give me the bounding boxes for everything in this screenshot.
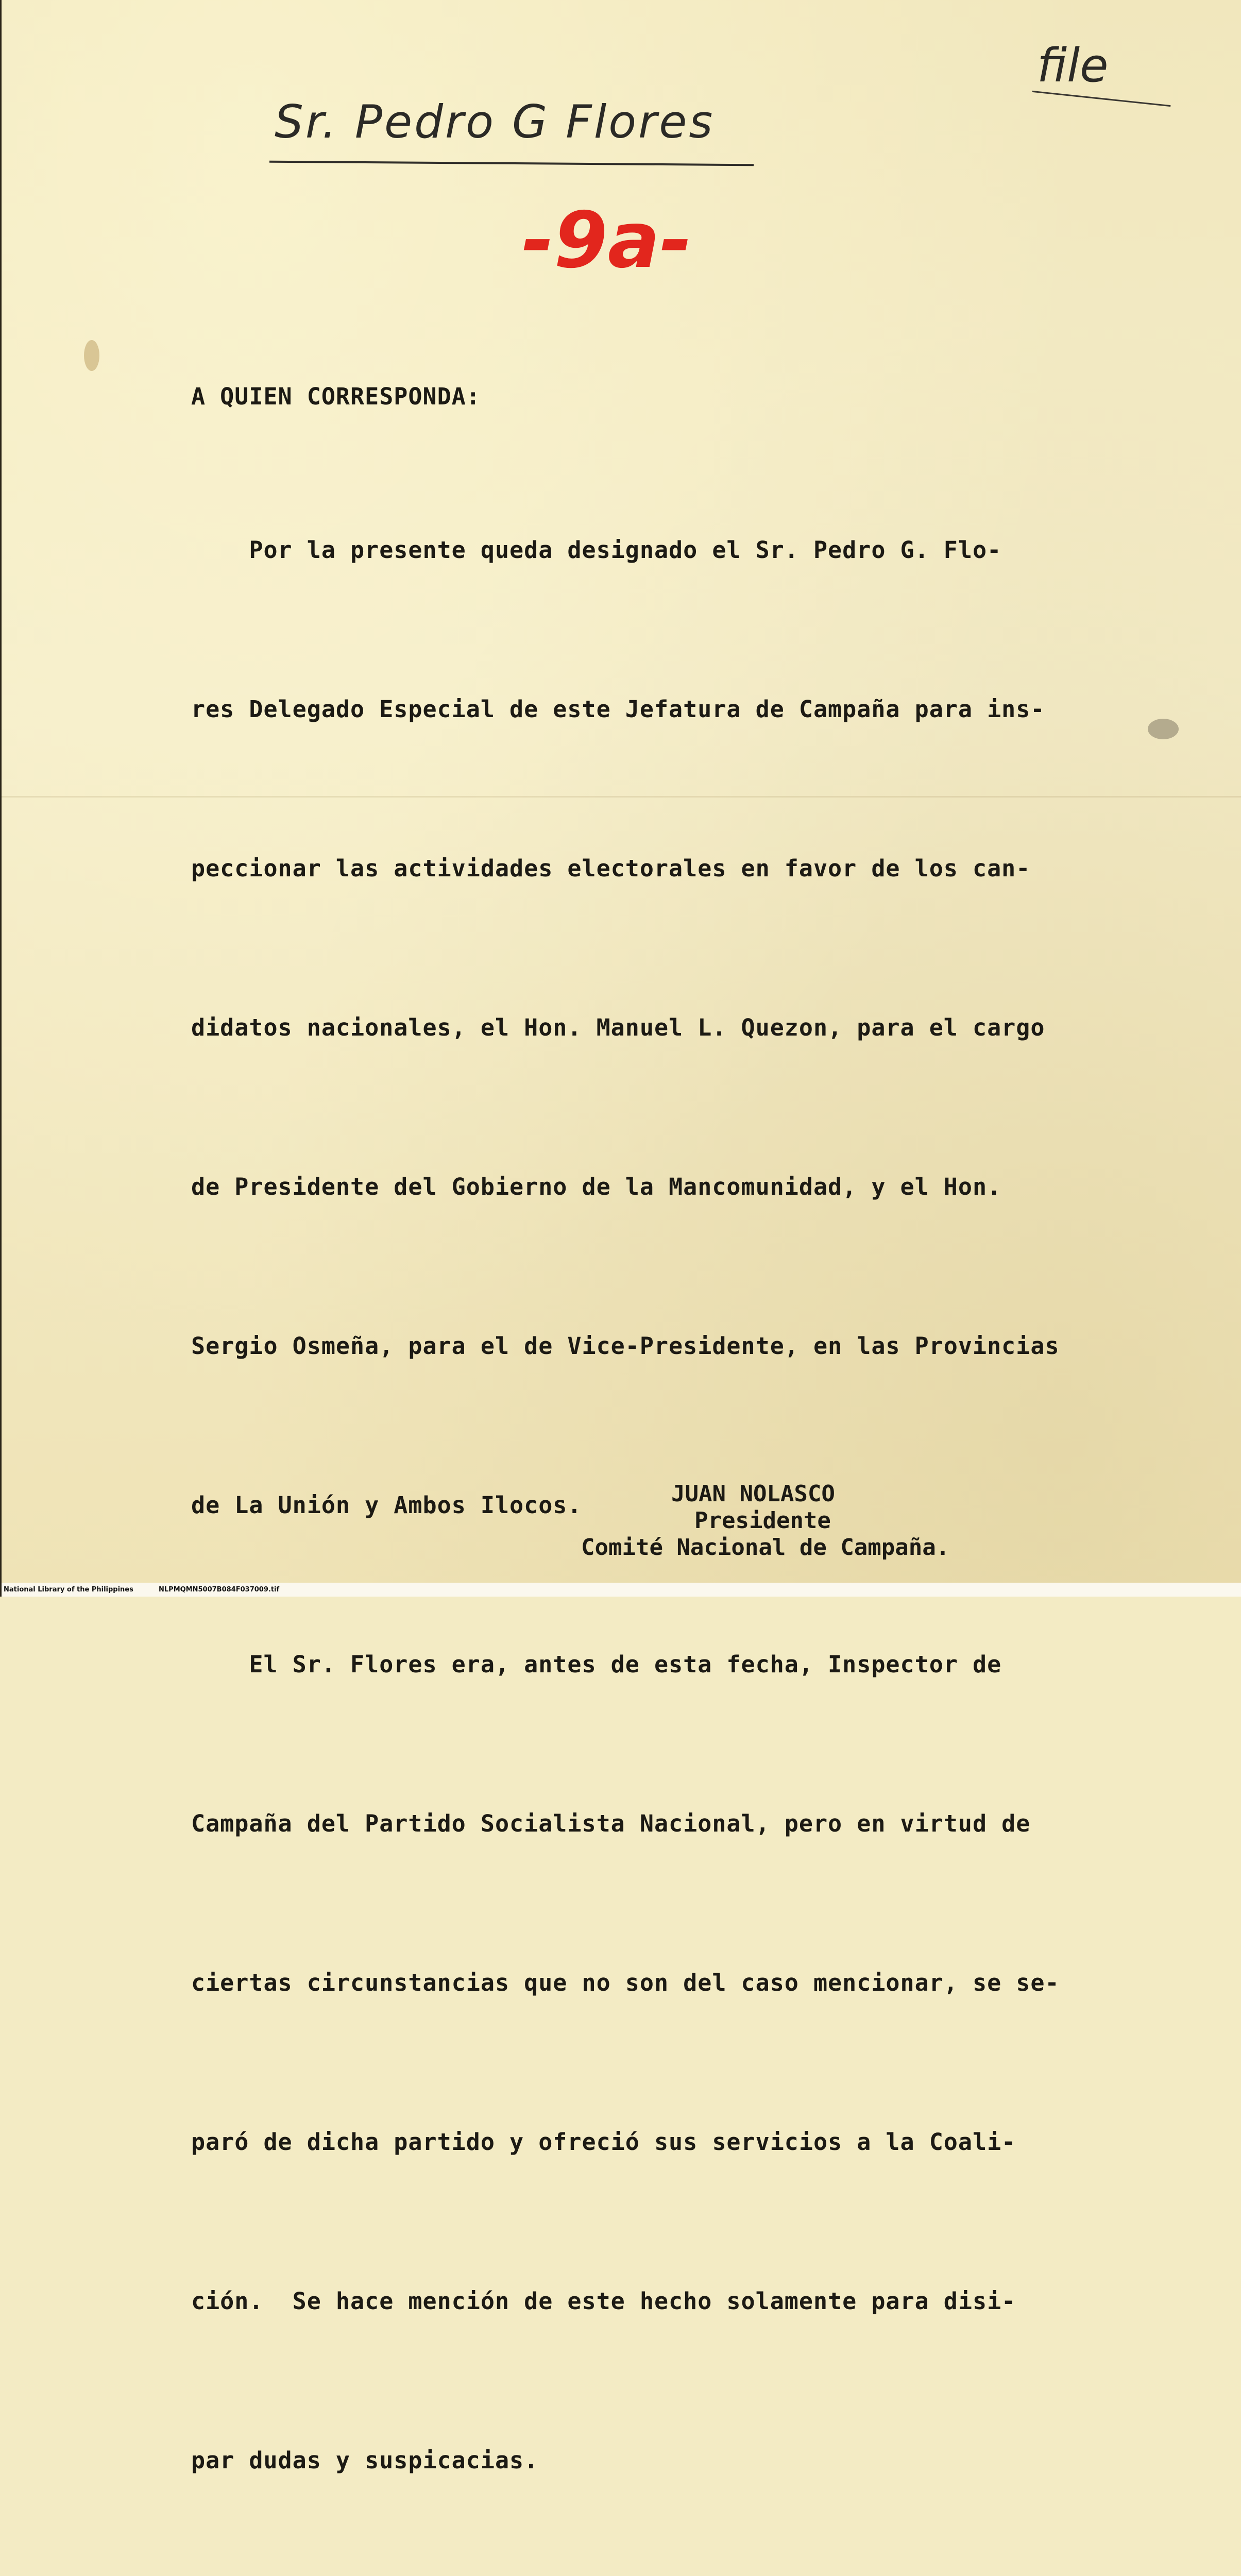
salutation: A QUIEN CORRESPONDA: (191, 383, 481, 410)
handwritten-underline (269, 161, 754, 166)
letter-line: Campaña del Partido Socialista Nacional, pero en virtud de (191, 1810, 1031, 1837)
footer-file-id: NLPMQMN5007B084F037009.tif (159, 1586, 280, 1594)
handwritten-file-note: file (1037, 39, 1109, 93)
handwritten-recipient: Sr. Pedro G Flores (275, 95, 715, 148)
signatory-name: JUAN NOLASCO (671, 1481, 835, 1507)
stain (84, 340, 99, 371)
signatory-title: Presidente (694, 1507, 831, 1534)
letter-line: Sergio Osmeña, para el de Vice-Presidente, en las Provincias (191, 1332, 1060, 1360)
letter-line: res Delegado Especial de este Jefatura de Campaña para ins- (191, 696, 1045, 723)
red-pencil-number: -9a- (522, 196, 692, 285)
signatory-organization: Comité Nacional de Campaña. (581, 1534, 950, 1561)
ink-smudge (1148, 719, 1179, 739)
letter-line: Por la presente queda designado el Sr. Pedro G. Flo- (191, 536, 1002, 564)
letter-line: de La Unión y Ambos Ilocos. (191, 1492, 582, 1519)
letter-line: peccionar las actividades electorales en favor de los can- (191, 855, 1031, 882)
handwritten-file-underline (1032, 91, 1171, 107)
footer-library: National Library of the Philippines (4, 1586, 133, 1594)
letter-body (191, 417, 1060, 2576)
letter-line: de Presidente del Gobierno de la Mancomunidad, y el Hon. (191, 1173, 1002, 1200)
letter-line: ción. Se hace mención de este hecho solamente para disi- (191, 2287, 1016, 2315)
scan-footer (2, 1583, 1241, 1597)
letter-line: paró de dicha partido y ofreció sus servicios a la Coali- (191, 2128, 1016, 2156)
letter-line: didatos nacionales, el Hon. Manuel L. Quezon, para el cargo (191, 1014, 1045, 1041)
letter-line: El Sr. Flores era, antes de esta fecha, Inspector de (191, 1651, 1002, 1678)
letter-line: ciertas circunstancias que no son del caso mencionar, se se- (191, 1969, 1060, 1996)
letter-line: par dudas y suspicacias. (191, 2447, 539, 2474)
